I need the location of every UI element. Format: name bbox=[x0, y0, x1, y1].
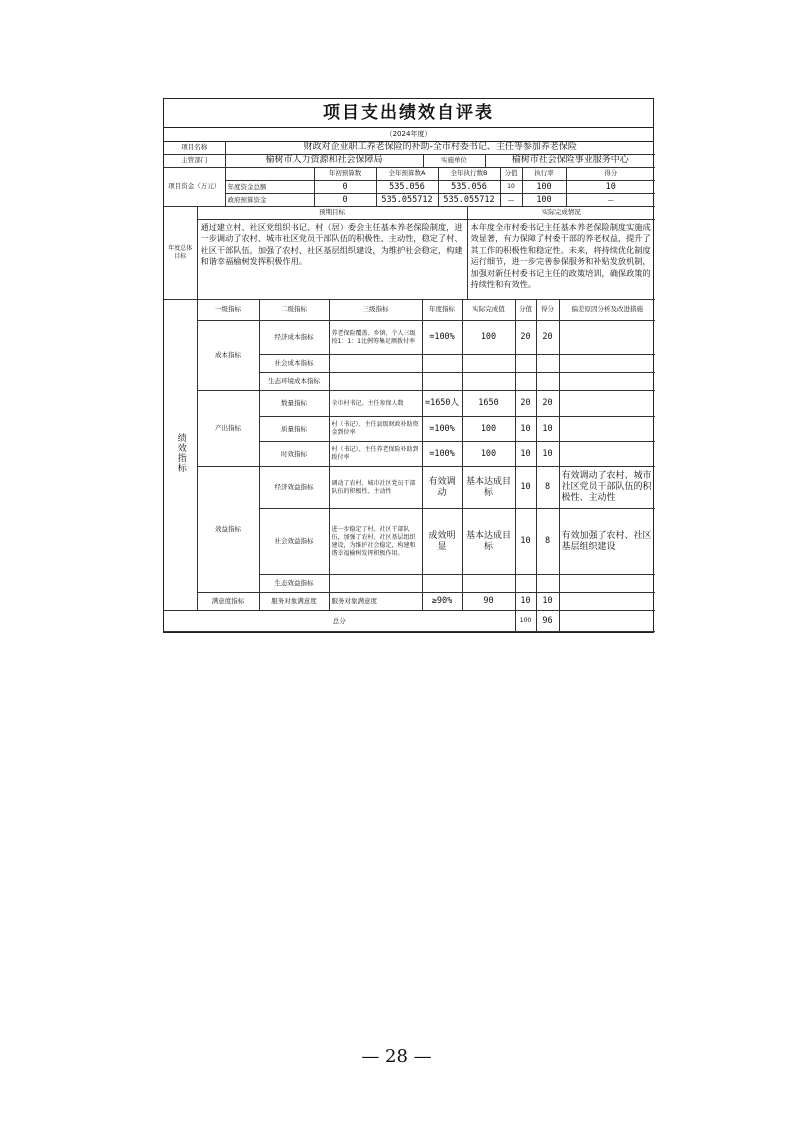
score-9: 10 bbox=[515, 593, 536, 611]
funds-row-1-v0: 0 bbox=[314, 194, 376, 207]
goal-label: 年度总体目标 bbox=[164, 207, 197, 299]
actual-text: 本年度全市村委书记主任基本养老保险制度实施成效显著，有力保障了村委干部的养老权益，提升了其工作的积极性和稳定性。未来，将持续优化制度运行细节，进一步完善参保服务和补贴发放机制，加强对新任村委书记主任的政策培训，确保政策的持续性和有效性。 bbox=[467, 219, 655, 299]
got-4: 10 bbox=[536, 417, 559, 442]
funds-header-2: 全年执行数B bbox=[438, 168, 500, 181]
goal-table bbox=[164, 207, 655, 300]
lvl3-7: 进一步稳定了村、社区干部队伍，加强了农村、社区基层组织建设，为维护社会稳定，构建和谐幸福榆树发挥积极作用。 bbox=[329, 509, 422, 575]
note-1 bbox=[559, 355, 655, 373]
score-8 bbox=[515, 575, 536, 593]
funds-row-0-v2: 535.056 bbox=[438, 181, 500, 194]
funds-row-0-v4: 100 bbox=[522, 181, 566, 194]
table-title: 项目支出绩效自评表 bbox=[164, 99, 653, 128]
total-got: 96 bbox=[536, 611, 559, 632]
lvl3-3: 全市村书记、主任参保人数 bbox=[329, 391, 422, 417]
info-table bbox=[164, 142, 655, 168]
target-1 bbox=[422, 355, 462, 373]
got-5: 10 bbox=[536, 442, 559, 467]
funds-header-blank bbox=[225, 168, 314, 181]
lvl3-6: 调动了农村、城市社区党员干部队伍的积极性、主动性 bbox=[329, 467, 422, 509]
score-2 bbox=[515, 373, 536, 391]
actual-5: 100 bbox=[462, 442, 515, 467]
actual-1 bbox=[462, 355, 515, 373]
note-7: 有效加强了农村、社区基层组织建设 bbox=[559, 509, 655, 575]
lvl2-2: 生态环境成本指标 bbox=[259, 373, 329, 391]
lvl2-6: 经济效益指标 bbox=[259, 467, 329, 509]
lvl2-4: 质量指标 bbox=[259, 417, 329, 442]
got-9: 10 bbox=[536, 593, 559, 611]
funds-row-1-v4: 100 bbox=[522, 194, 566, 207]
lvl2-8: 生态效益指标 bbox=[259, 575, 329, 593]
lvl3-4: 村（书记）、主任县级财政补助资金到位率 bbox=[329, 417, 422, 442]
actual-label: 实际完成情况 bbox=[467, 207, 655, 219]
funds-header-4: 执行率 bbox=[522, 168, 566, 181]
score-7: 10 bbox=[515, 509, 536, 575]
project-name-label: 项目名称 bbox=[164, 142, 225, 154]
lvl3-0: 养老保险覆盖、乡镇、个人三级按1：1：1比例筹集足额拨付率 bbox=[329, 321, 422, 355]
note-2 bbox=[559, 373, 655, 391]
target-6: 有效调动 bbox=[422, 467, 462, 509]
total-score: 100 bbox=[515, 611, 536, 632]
note-4 bbox=[559, 417, 655, 442]
expected-label: 预期目标 bbox=[197, 207, 467, 219]
funds-header-5: 得分 bbox=[566, 168, 655, 181]
actual-2 bbox=[462, 373, 515, 391]
total-note bbox=[559, 611, 655, 632]
score-0: 20 bbox=[515, 321, 536, 355]
target-7: 成效明显 bbox=[422, 509, 462, 575]
funds-row-0-v3: 10 bbox=[500, 181, 522, 194]
target-0: =100% bbox=[422, 321, 462, 355]
score-1 bbox=[515, 355, 536, 373]
lvl1-satisfaction: 满意度指标 bbox=[197, 593, 259, 611]
lvl2-5: 时效指标 bbox=[259, 442, 329, 467]
project-name-value: 财政对企业职工养老保险的补助-全市村委书记、主任等参加养老保险 bbox=[225, 142, 655, 154]
target-3: =1650人 bbox=[422, 391, 462, 417]
note-6: 有效调动了农村、城市社区党员干部队伍的积极性、主动性 bbox=[559, 467, 655, 509]
funds-row-1-v2: 535.055712 bbox=[438, 194, 500, 207]
perf-header-4: 实际完成值 bbox=[462, 300, 515, 321]
perf-header-6: 得分 bbox=[536, 300, 559, 321]
actual-7: 基本达成目标 bbox=[462, 509, 515, 575]
lvl1-output: 产出指标 bbox=[197, 391, 259, 467]
got-3: 20 bbox=[536, 391, 559, 417]
note-0 bbox=[559, 321, 655, 355]
lvl3-8 bbox=[329, 575, 422, 593]
got-0: 20 bbox=[536, 321, 559, 355]
actual-0: 100 bbox=[462, 321, 515, 355]
actual-3: 1650 bbox=[462, 391, 515, 417]
dept-value: 榆树市人力资源和社会保障局 bbox=[225, 154, 423, 167]
lvl2-3: 数量指标 bbox=[259, 391, 329, 417]
perf-header-1: 二级指标 bbox=[259, 300, 329, 321]
target-9: ≥90% bbox=[422, 593, 462, 611]
score-4: 10 bbox=[515, 417, 536, 442]
impl-label: 实施单位 bbox=[423, 154, 485, 167]
lvl3-9: 服务对象满意度 bbox=[329, 593, 422, 611]
target-4: =100% bbox=[422, 417, 462, 442]
funds-row-1-v1: 535.055712 bbox=[376, 194, 438, 207]
target-2 bbox=[422, 373, 462, 391]
funds-row-0-v0: 0 bbox=[314, 181, 376, 194]
perf-header-7: 偏差原因分析及改进措施 bbox=[559, 300, 655, 321]
lvl2-1: 社会成本指标 bbox=[259, 355, 329, 373]
funds-header-1: 全年预算数A bbox=[376, 168, 438, 181]
actual-9: 90 bbox=[462, 593, 515, 611]
lvl3-1 bbox=[329, 355, 422, 373]
funds-header-0: 年初预算数 bbox=[314, 168, 376, 181]
funds-row-1-v5: — bbox=[566, 194, 655, 207]
funds-table bbox=[164, 168, 655, 208]
indicator-table bbox=[164, 300, 655, 633]
impl-value: 榆树市社会保险事业服务中心 bbox=[485, 154, 655, 167]
funds-row-1-v3: — bbox=[500, 194, 522, 207]
note-5 bbox=[559, 442, 655, 467]
funds-row-0-label: 年度资金总额 bbox=[225, 181, 314, 194]
got-1 bbox=[536, 355, 559, 373]
actual-6: 基本达成目标 bbox=[462, 467, 515, 509]
perf-label-text: 绩效指标 bbox=[175, 432, 186, 473]
score-6: 10 bbox=[515, 467, 536, 509]
table-year: （2024年度） bbox=[164, 128, 653, 142]
note-3 bbox=[559, 391, 655, 417]
page-number: — 28 — bbox=[361, 1046, 432, 1067]
got-7: 8 bbox=[536, 509, 559, 575]
lvl2-9: 服务对象满意度 bbox=[259, 593, 329, 611]
funds-row-0-v5: 10 bbox=[566, 181, 655, 194]
lvl1-benefit: 效益指标 bbox=[197, 467, 259, 593]
lvl1-cost: 成本指标 bbox=[197, 321, 259, 391]
perf-header-5: 分值 bbox=[515, 300, 536, 321]
perf-header-3: 年度指标 bbox=[422, 300, 462, 321]
expected-text: 通过建立村、社区党组织书记、村（居）委会主任基本养老保险制度，进一步调动了农村、城市社区党员干部队伍的积极性、主动性，稳定了村、社区干部队伍，加强了农村、社区基层组织建设，为维护社会稳定，构建和谐幸福榆树发挥积极作用。 bbox=[197, 219, 467, 299]
actual-4: 100 bbox=[462, 417, 515, 442]
got-8 bbox=[536, 575, 559, 593]
score-3: 20 bbox=[515, 391, 536, 417]
lvl2-0: 经济成本指标 bbox=[259, 321, 329, 355]
target-5: =100% bbox=[422, 442, 462, 467]
funds-label: 项目资金（万元） bbox=[164, 168, 225, 207]
dept-label: 主管部门 bbox=[164, 154, 225, 167]
performance-table bbox=[163, 98, 654, 633]
funds-header-3: 分值 bbox=[500, 168, 522, 181]
perf-header-0: 一级指标 bbox=[197, 300, 259, 321]
got-6: 8 bbox=[536, 467, 559, 509]
lvl3-2 bbox=[329, 373, 422, 391]
funds-row-1-label: 政府预算资金 bbox=[225, 194, 314, 207]
perf-header-2: 三级指标 bbox=[329, 300, 422, 321]
perf-label bbox=[164, 300, 197, 611]
lvl3-5: 村（书记）、主任养老保险补助到拨付率 bbox=[329, 442, 422, 467]
target-8 bbox=[422, 575, 462, 593]
note-9 bbox=[559, 593, 655, 611]
got-2 bbox=[536, 373, 559, 391]
funds-row-0-v1: 535.056 bbox=[376, 181, 438, 194]
total-label: 总分 bbox=[164, 611, 515, 632]
actual-8 bbox=[462, 575, 515, 593]
score-5: 10 bbox=[515, 442, 536, 467]
lvl2-7: 社会效益指标 bbox=[259, 509, 329, 575]
note-8 bbox=[559, 575, 655, 593]
